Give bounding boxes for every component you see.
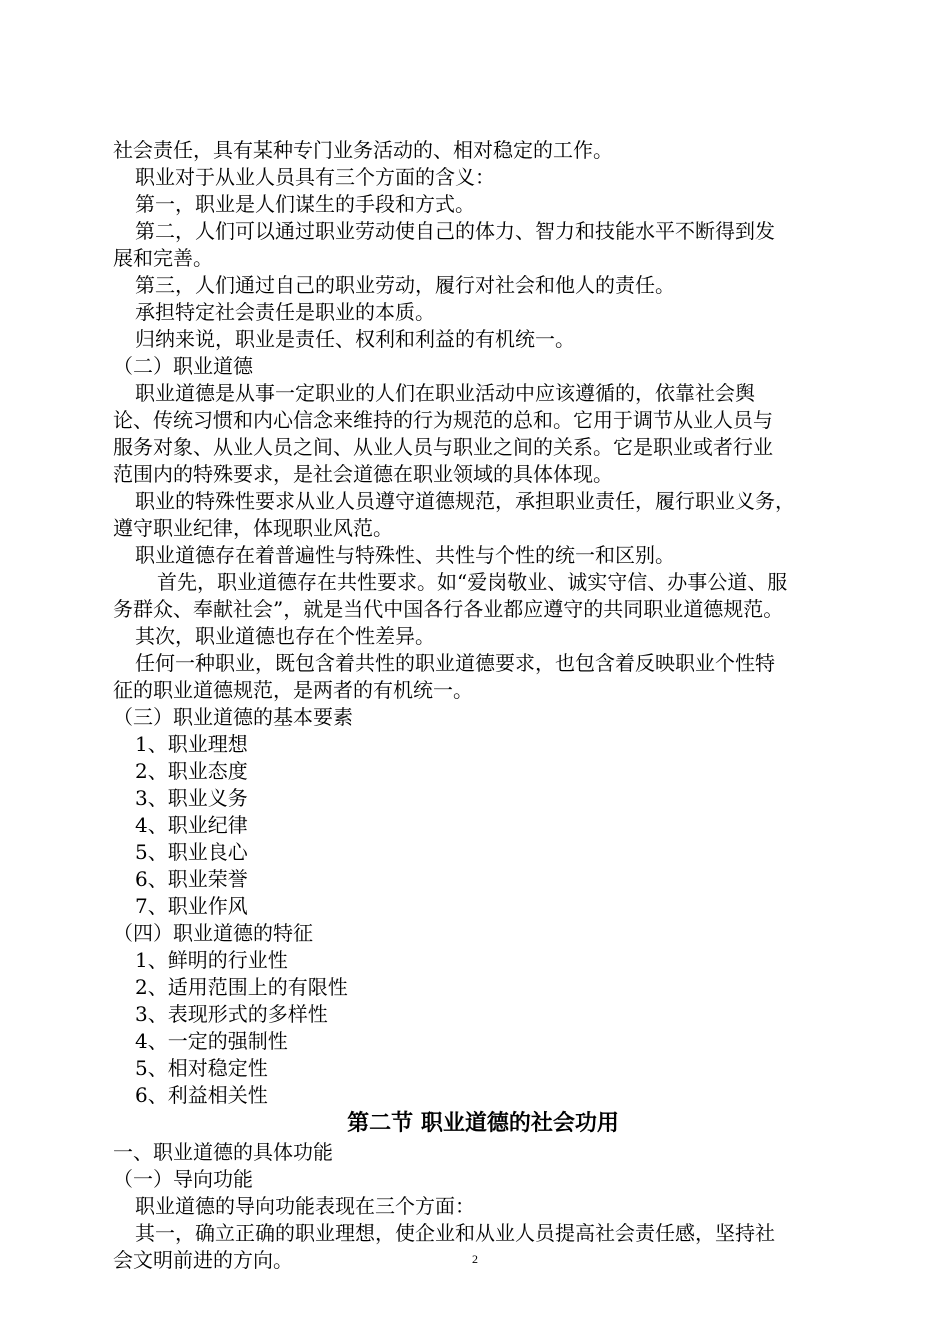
- text-line: 职业道德存在着普遍性与特殊性、共性与个性的统一和区别。: [135, 543, 675, 567]
- text-line: 务群众、奉献社会”，就是当代中国各行各业都应遵守的共同职业道德规范。: [113, 597, 784, 621]
- text-line: 1、鲜明的行业性: [135, 948, 288, 972]
- text-line: 社会责任，具有某种专门业务活动的、相对稳定的工作。: [113, 138, 613, 162]
- text-line: 6、职业荣誉: [135, 867, 248, 891]
- text-line: 第三，人们通过自己的职业劳动，履行对社会和他人的责任。: [135, 273, 675, 297]
- text-line: 其一，确立正确的职业理想，使企业和从业人员提高社会责任感，坚持社: [135, 1221, 775, 1245]
- text-line: 会文明前进的方向。: [113, 1248, 293, 1272]
- text-line: （三）职业道德的基本要素: [113, 705, 353, 729]
- document-body: [113, 137, 853, 1274]
- text-line: 承担特定社会责任是职业的本质。: [135, 300, 435, 324]
- text-line: 第二，人们可以通过职业劳动使自己的体力、智力和技能水平不断得到发: [135, 219, 775, 243]
- text-line: 3、职业义务: [135, 786, 248, 810]
- text-line: 展和完善。: [113, 246, 213, 270]
- text-line: 范围内的特殊要求，是社会道德在职业领域的具体体现。: [113, 462, 613, 486]
- text-line: 4、职业纪律: [135, 813, 248, 837]
- text-line: 职业对于从业人员具有三个方面的含义：: [135, 165, 495, 189]
- section-heading: 第二节 职业道德的社会功用: [347, 1111, 619, 1136]
- text-line: 4、一定的强制性: [135, 1029, 288, 1053]
- text-line: 职业的特殊性要求从业人员遵守道德规范，承担职业责任，履行职业义务，: [135, 489, 795, 513]
- text-line: 首先，职业道德存在共性要求。如“爱岗敬业、诚实守信、办事公道、服: [157, 570, 788, 594]
- text-line: 7、职业作风: [135, 894, 248, 918]
- text-line: 征的职业道德规范，是两者的有机统一。: [113, 678, 473, 702]
- text-line: 6、利益相关性: [135, 1083, 268, 1107]
- text-line: 任何一种职业，既包含着共性的职业道德要求，也包含着反映职业个性特: [135, 651, 775, 675]
- text-line: 一、职业道德的具体功能: [113, 1140, 333, 1164]
- text-line: （四）职业道德的特征: [113, 921, 313, 945]
- text-line: 1、职业理想: [135, 732, 248, 756]
- text-line: 职业道德的导向功能表现在三个方面：: [135, 1194, 475, 1218]
- text-line: 第一，职业是人们谋生的手段和方式。: [135, 192, 475, 216]
- text-line: 职业道德是从事一定职业的人们在职业活动中应该遵循的，依靠社会舆: [135, 381, 755, 405]
- text-line: 5、相对稳定性: [135, 1056, 268, 1080]
- text-line: 归纳来说，职业是责任、权利和利益的有机统一。: [135, 327, 575, 351]
- text-line: 论、传统习惯和内心信念来维持的行为规范的总和。它用于调节从业人员与: [113, 408, 773, 432]
- text-line: （一）导向功能: [113, 1167, 253, 1191]
- text-line: 其次，职业道德也存在个性差异。: [135, 624, 435, 648]
- text-line: 5、职业良心: [135, 840, 248, 864]
- page-number: 2: [472, 1252, 478, 1266]
- text-line: 3、表现形式的多样性: [135, 1002, 328, 1026]
- text-line: 遵守职业纪律，体现职业风范。: [113, 516, 393, 540]
- text-line: 2、职业态度: [135, 759, 248, 783]
- text-line: （二）职业道德: [113, 354, 253, 378]
- text-line: 2、适用范围上的有限性: [135, 975, 348, 999]
- text-line: 服务对象、从业人员之间、从业人员与职业之间的关系。它是职业或者行业: [113, 435, 773, 459]
